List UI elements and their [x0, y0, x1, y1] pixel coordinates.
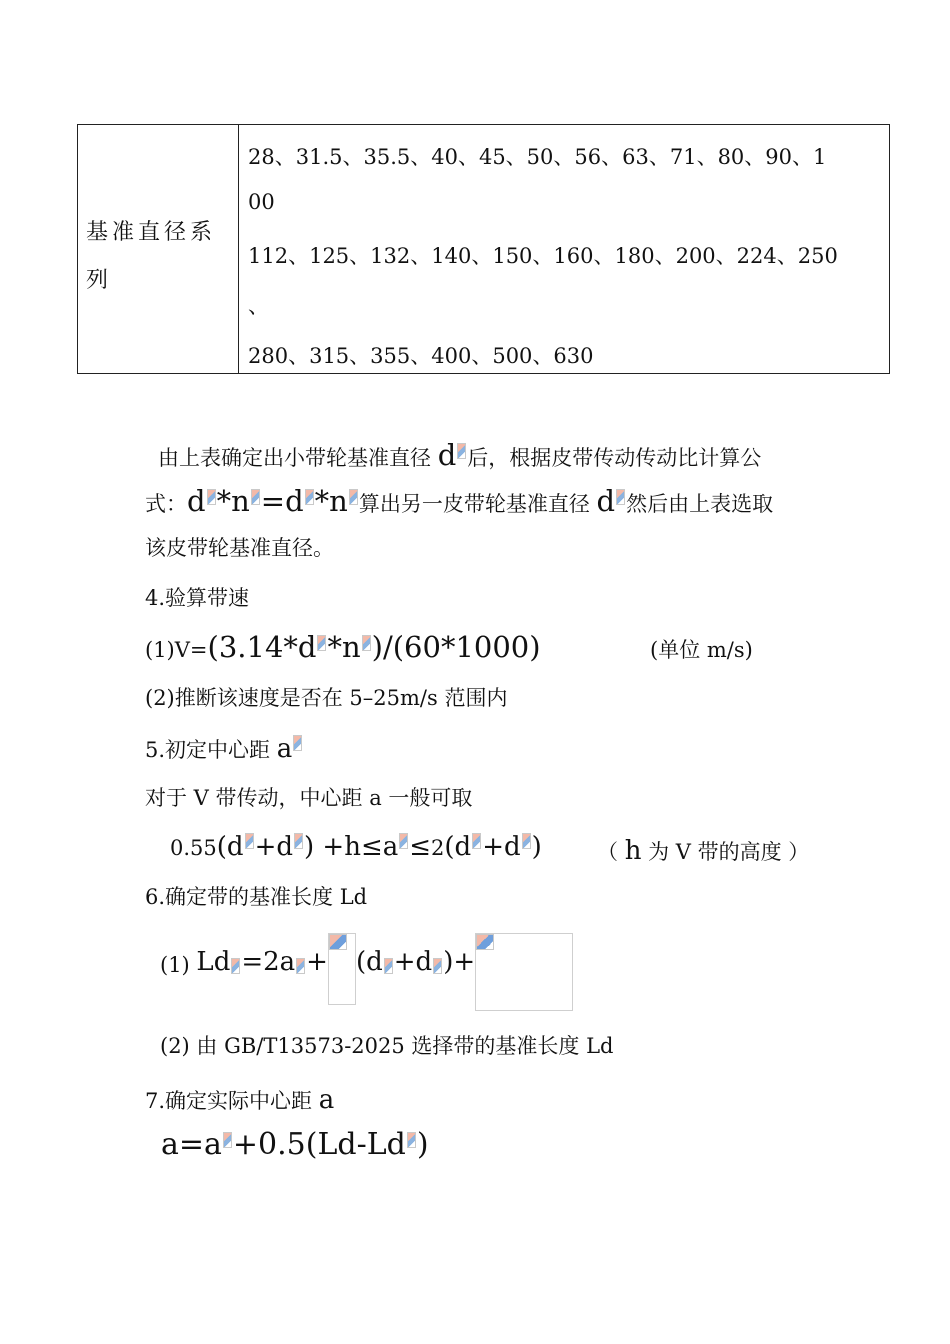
image-placeholder-icon [476, 934, 494, 950]
subscript-image-icon [433, 958, 442, 974]
table-value-line: 112、125、132、140、150、160、180、200、224、250 [248, 244, 838, 268]
subscript-image-icon [223, 1132, 232, 1148]
paragraph-line: 式：d *n =d *n 算出另一皮带轮基准直径 d 然后由上表选取 [145, 484, 774, 518]
paragraph-line: 该皮带轮基准直径。 [145, 536, 334, 560]
subscript-image-icon [231, 958, 240, 974]
formula-line: (2)推断该速度是否在 5–25m/s 范围内 [145, 686, 508, 710]
section-heading: 7.确定实际中心距 a [145, 1085, 335, 1115]
subscript-image-icon [399, 833, 408, 849]
subscript-image-icon [251, 489, 260, 505]
section-heading: 5.初定中心距 a [145, 735, 303, 762]
subscript-image-icon [317, 635, 326, 651]
table-value-cell [239, 125, 889, 373]
section-heading: 4.验算带速 [145, 586, 250, 610]
subscript-image-icon [207, 489, 216, 505]
subscript-image-icon [245, 833, 254, 849]
subscript-image-icon [362, 635, 371, 651]
fraction-image [475, 933, 573, 1011]
unit-note: (单位 m/s) [650, 638, 753, 662]
subscript-image-icon [293, 735, 302, 751]
formula-line: 0.55(d +d ) +h≤a ≤2(d +d ) [170, 832, 542, 862]
diameter-series-table [77, 124, 890, 374]
table-header-line: 列 [86, 268, 113, 293]
subscript-image-icon [522, 833, 531, 849]
table-value-line: 280、315、355、400、500、630 [248, 344, 594, 368]
paragraph-line: (2) 由 GB/T13573-2025 选择带的基准长度 Ld [160, 1034, 614, 1058]
paragraph-line: 对于 V 带传动，中心距 a 一般可取 [145, 786, 473, 810]
subscript-image-icon [305, 489, 314, 505]
subscript-image-icon [294, 833, 303, 849]
table-value-line: 00 [248, 190, 275, 214]
subscript-image-icon [407, 1132, 416, 1148]
subscript-image-icon [457, 443, 466, 459]
subscript-image-icon [472, 833, 481, 849]
subscript-image-icon [296, 958, 305, 974]
formula-line: (1)V=(3.14*d *n )/(60*1000) [145, 630, 541, 664]
subscript-image-icon [616, 489, 625, 505]
formula-line: (1) Ld =2a + (d +d )+ [160, 933, 573, 1011]
subscript-image-icon [349, 489, 358, 505]
image-placeholder-icon [329, 934, 347, 950]
section-heading: 6.确定带的基准长度 Ld [145, 885, 368, 909]
formula-line: a=a +0.5(Ld-Ld ) [161, 1127, 429, 1162]
fraction-image [328, 933, 356, 1005]
subscript-image-icon [384, 958, 393, 974]
table-header-cell [78, 125, 239, 373]
table-header-line: 基准直径系 [86, 220, 217, 245]
paragraph-line: 由上表确定出小带轮基准直径 d 后，根据皮带传动传动比计算公 [158, 438, 762, 472]
formula-note: （ h 为 V 带的高度 ） [597, 836, 810, 866]
table-value-line: 28、31.5、35.5、40、45、50、56、63、71、80、90、1 [248, 145, 827, 169]
table-value-line: 、 [248, 294, 269, 318]
